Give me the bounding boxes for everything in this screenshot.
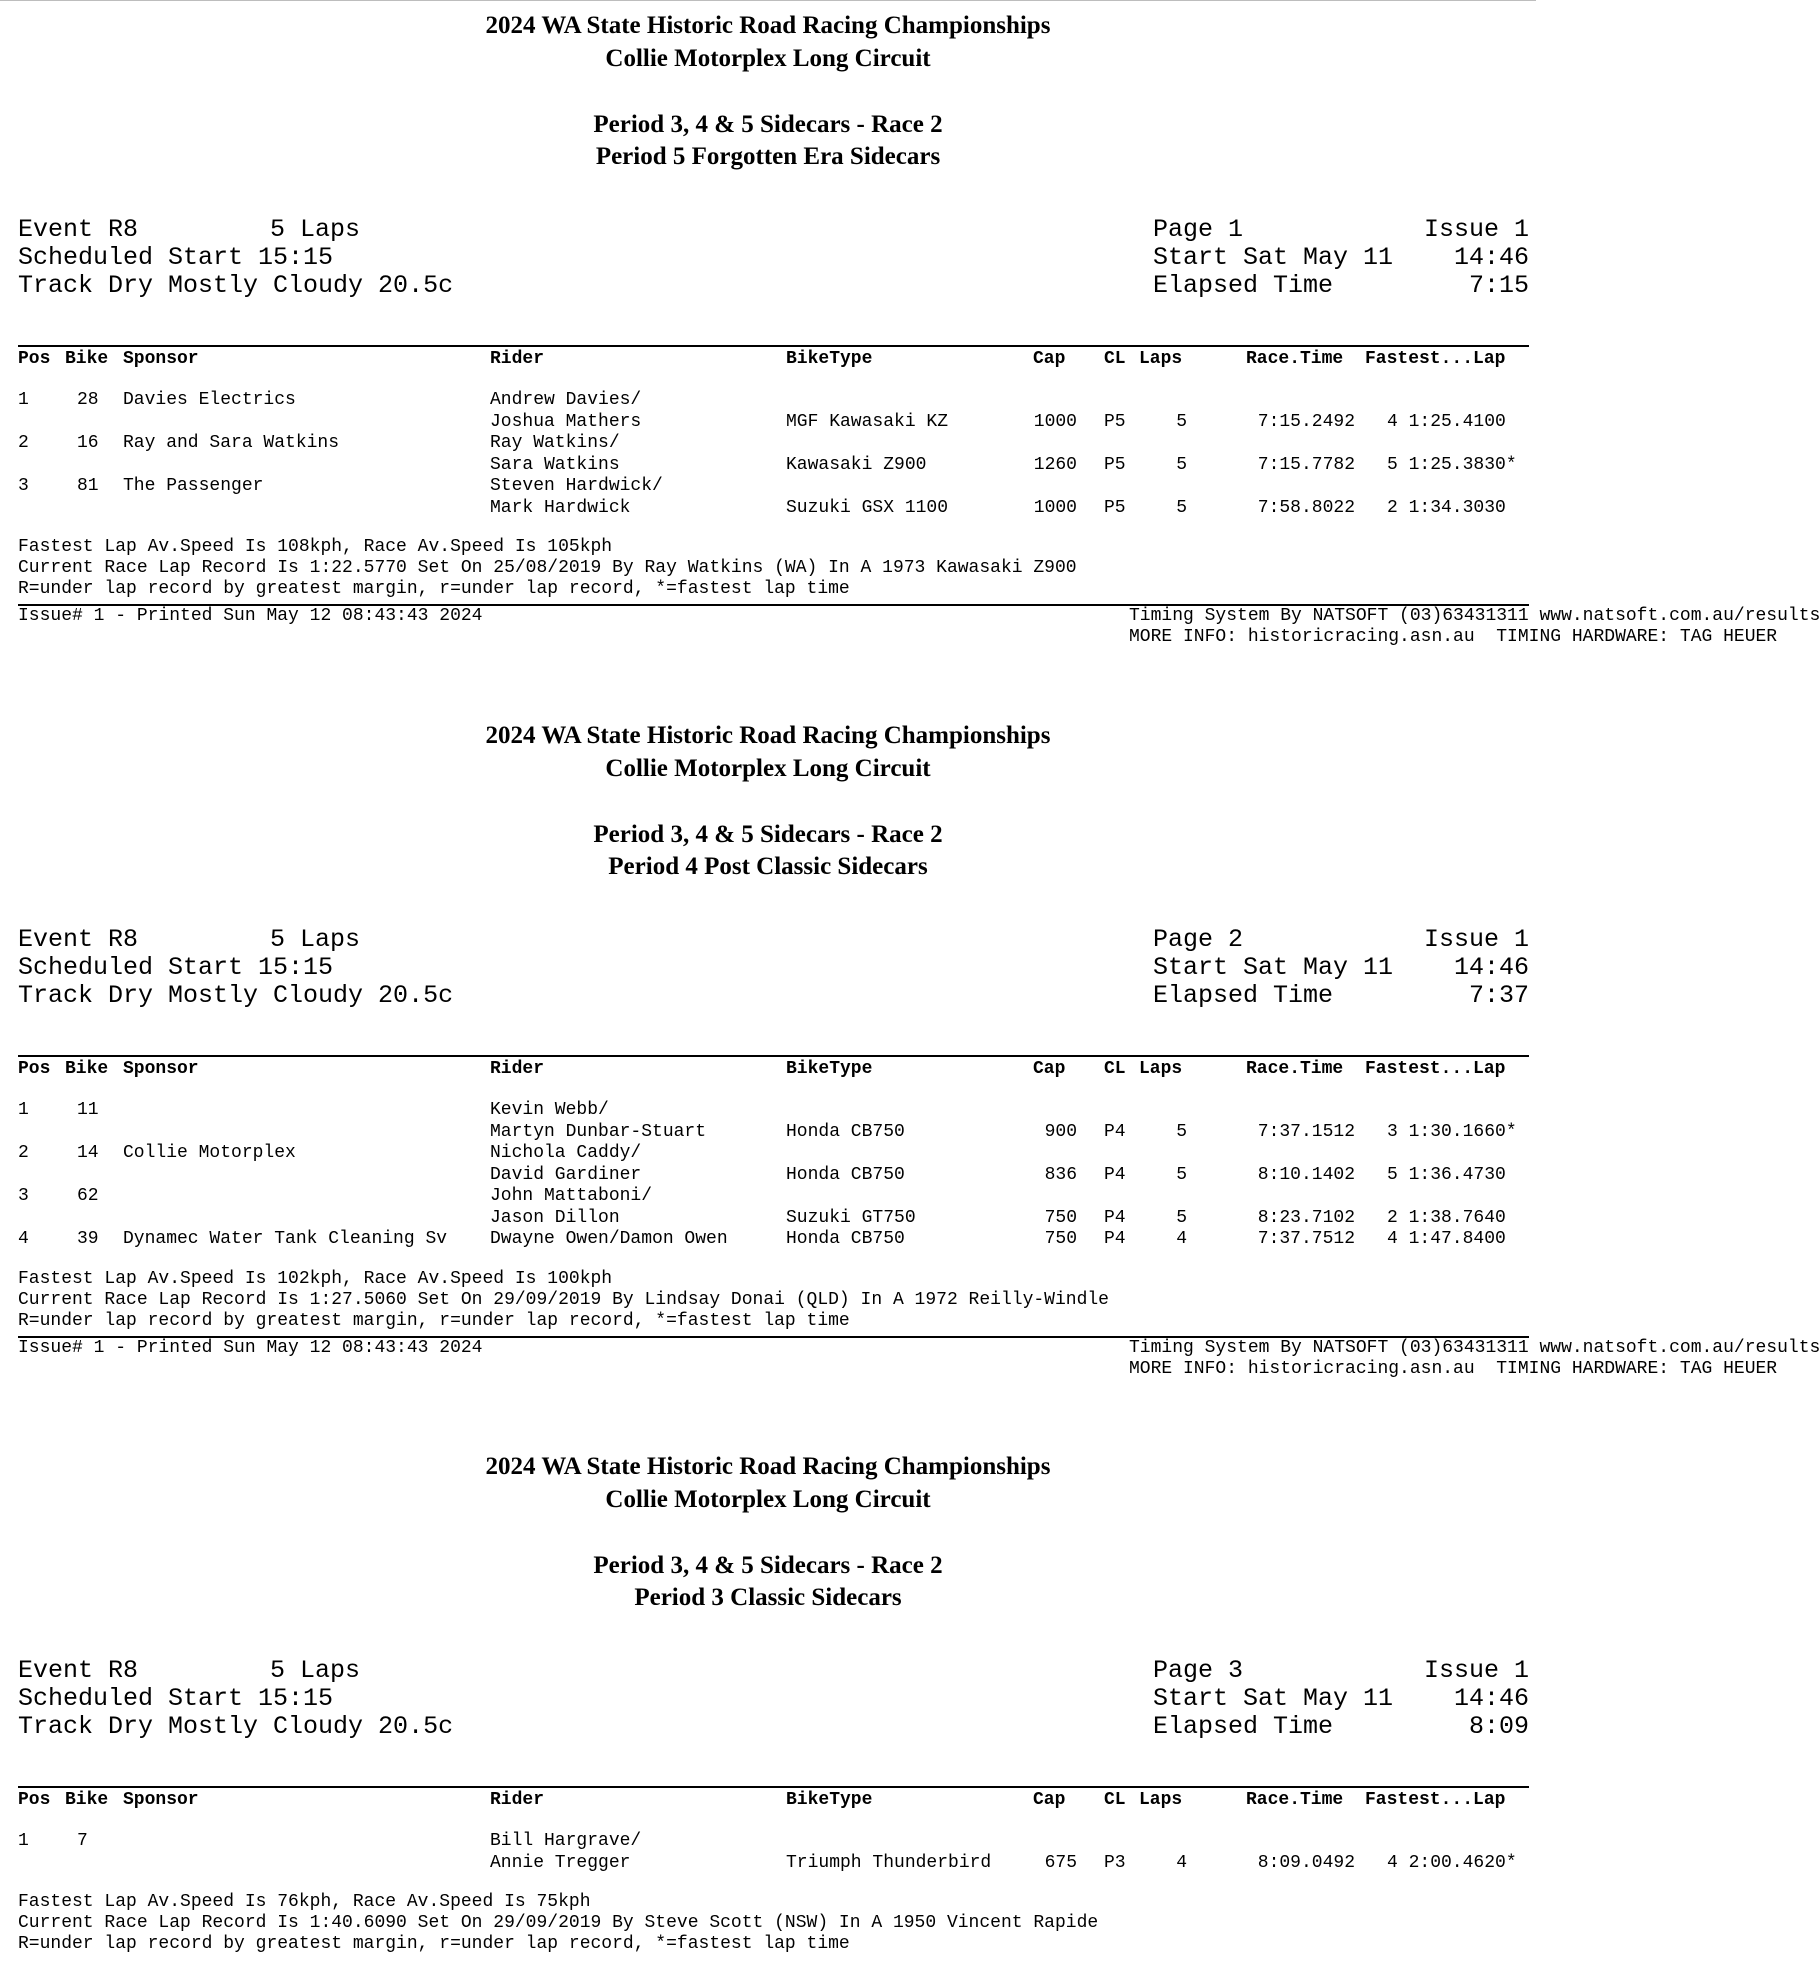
col-header-cap: Cap	[1033, 349, 1066, 369]
page-number: Page 1	[1153, 215, 1244, 244]
event-label: Event R8	[18, 925, 139, 954]
result-bike-number: 39	[77, 1229, 99, 1249]
col-header-pos: Pos	[18, 349, 51, 369]
result-sponsor: Ray and Sara Watkins	[123, 433, 340, 453]
result-laps: 5	[1176, 1164, 1187, 1185]
col-header-racetime: Race.Time	[1246, 1059, 1344, 1079]
note-legend: R=under lap record by greatest margin, r=under lap record, *=fastest lap time	[18, 1934, 850, 1954]
race-title: Period 3, 4 & 5 Sidecars - Race 2	[593, 1552, 943, 1579]
note-speed: Fastest Lap Av.Speed Is 102kph, Race Av.Speed Is 100kph	[18, 1268, 613, 1289]
col-header-biketype: BikeType	[786, 349, 873, 369]
result-racetime: 7:58.8022	[1257, 497, 1355, 518]
page-number: Page 3	[1153, 1656, 1244, 1685]
track-conditions: Track Dry Mostly Cloudy 20.5c	[18, 1712, 454, 1741]
result-cap: 750	[1044, 1229, 1077, 1249]
result-cap: 1000	[1033, 411, 1077, 432]
result-pos: 1	[18, 1831, 29, 1851]
result-racetime: 8:10.1402	[1257, 1164, 1355, 1185]
col-header-pos: Pos	[18, 1790, 51, 1810]
result-biketype: Honda CB750	[786, 1229, 905, 1249]
footer-timing: Timing System By NATSOFT (03)63431311 www.natsoft.com.au/results	[1129, 606, 1820, 626]
result-cap: 900	[1044, 1121, 1077, 1142]
event-label: Event R8	[18, 1656, 139, 1685]
col-header-racetime: Race.Time	[1246, 1790, 1344, 1810]
result-racetime: 7:37.7512	[1257, 1229, 1355, 1249]
result-class: P4	[1104, 1164, 1126, 1185]
result-pos: 4	[18, 1229, 29, 1249]
issue-number: Issue 1	[1423, 1656, 1529, 1685]
col-header-rider: Rider	[490, 349, 545, 369]
result-bike-number: 11	[77, 1100, 99, 1120]
result-pos: 1	[18, 1100, 29, 1120]
result-rider-1: Kevin Webb/	[490, 1100, 609, 1120]
col-header-sponsor: Sponsor	[123, 349, 199, 369]
issue-number: Issue 1	[1423, 215, 1529, 244]
laps-label: 5 Laps	[270, 925, 361, 954]
note-lap-record: Current Race Lap Record Is 1:40.6090 Set On 29/09/2019 By Steve Scott (NSW) In A 1950 Vincent Rapide	[18, 1913, 1099, 1933]
result-fastest-lap: 2 1:38.7640	[1387, 1207, 1506, 1228]
result-biketype: Suzuki GSX 1100	[786, 497, 949, 518]
note-lap-record: Current Race Lap Record Is 1:22.5770 Set On 25/08/2019 By Ray Watkins (WA) In A 1973 Kawasaki Z900	[18, 558, 1077, 578]
result-cap: 836	[1044, 1164, 1077, 1185]
result-fastest-lap: 3 1:30.1660*	[1387, 1121, 1517, 1142]
result-rider-2: Martyn Dunbar-Stuart	[490, 1121, 707, 1142]
result-laps: 5	[1176, 411, 1187, 432]
result-bike-number: 81	[77, 476, 99, 496]
start-time: 14:46	[1453, 1684, 1529, 1713]
elapsed-label: Elapsed Time	[1153, 1712, 1334, 1741]
result-rider-2: Jason Dillon	[490, 1207, 620, 1228]
result-rider-1: John Mattaboni/	[490, 1186, 653, 1206]
result-laps: 4	[1176, 1229, 1187, 1249]
col-header-laps: Laps	[1139, 1059, 1183, 1079]
result-rider-1: Andrew Davies/	[490, 390, 642, 410]
result-pos: 3	[18, 476, 29, 496]
scheduled-start: Scheduled Start 15:15	[18, 953, 334, 982]
result-pos: 2	[18, 433, 29, 453]
result-cap: 675	[1044, 1852, 1077, 1873]
col-header-cap: Cap	[1033, 1790, 1066, 1810]
class-title: Period 4 Post Classic Sidecars	[608, 853, 928, 880]
elapsed-time: 7:15	[1468, 271, 1529, 300]
result-sponsor: The Passenger	[123, 476, 264, 496]
laps-label: 5 Laps	[270, 215, 361, 244]
result-racetime: 7:37.1512	[1257, 1121, 1355, 1142]
scheduled-start: Scheduled Start 15:15	[18, 1684, 334, 1713]
result-fastest-lap: 4 1:25.4100	[1387, 411, 1506, 432]
result-bike-number: 14	[77, 1143, 99, 1163]
circuit-title: Collie Motorplex Long Circuit	[605, 45, 931, 72]
col-header-sponsor: Sponsor	[123, 1059, 199, 1079]
header-rule	[18, 1786, 1529, 1788]
note-lap-record: Current Race Lap Record Is 1:27.5060 Set On 29/09/2019 By Lindsay Donai (QLD) In A 1972 Reilly-Windle	[18, 1289, 1109, 1310]
col-header-racetime: Race.Time	[1246, 349, 1344, 369]
elapsed-label: Elapsed Time	[1153, 271, 1334, 300]
col-header-cl: CL	[1104, 349, 1126, 369]
start-label: Start Sat May 11	[1153, 953, 1394, 982]
col-header-bike: Bike	[65, 349, 109, 369]
result-fastest-lap: 4 2:00.4620*	[1387, 1852, 1517, 1873]
issue-number: Issue 1	[1423, 925, 1529, 954]
championship-title: 2024 WA State Historic Road Racing Championships	[485, 1453, 1051, 1480]
result-biketype: Suzuki GT750	[786, 1207, 916, 1228]
result-rider-1: Bill Hargrave/	[490, 1831, 642, 1851]
footer-timing: Timing System By NATSOFT (03)63431311 www.natsoft.com.au/results	[1129, 1337, 1820, 1358]
result-class: P5	[1104, 411, 1126, 432]
note-speed: Fastest Lap Av.Speed Is 108kph, Race Av.Speed Is 105kph	[18, 537, 613, 557]
col-header-cap: Cap	[1033, 1059, 1066, 1079]
note-legend: R=under lap record by greatest margin, r=under lap record, *=fastest lap time	[18, 579, 850, 599]
result-laps: 5	[1176, 454, 1187, 475]
col-header-laps: Laps	[1139, 349, 1183, 369]
header-rule	[18, 345, 1529, 347]
result-racetime: 8:09.0492	[1257, 1852, 1355, 1873]
result-class: P4	[1104, 1121, 1126, 1142]
result-biketype: Honda CB750	[786, 1164, 905, 1185]
col-header-fastest: Fastest...Lap	[1365, 1790, 1506, 1810]
result-laps: 5	[1176, 1121, 1187, 1142]
result-cap: 1260	[1033, 454, 1077, 475]
elapsed-label: Elapsed Time	[1153, 981, 1334, 1010]
result-fastest-lap: 2 1:34.3030	[1387, 497, 1506, 518]
event-label: Event R8	[18, 215, 139, 244]
col-header-fastest: Fastest...Lap	[1365, 349, 1506, 369]
header-rule	[18, 1055, 1529, 1057]
result-fastest-lap: 4 1:47.8400	[1387, 1229, 1506, 1249]
result-bike-number: 62	[77, 1186, 99, 1206]
result-bike-number: 7	[77, 1831, 88, 1851]
result-laps: 5	[1176, 1207, 1187, 1228]
result-cap: 1000	[1033, 497, 1077, 518]
class-title: Period 5 Forgotten Era Sidecars	[595, 143, 941, 170]
col-header-laps: Laps	[1139, 1790, 1183, 1810]
race-title: Period 3, 4 & 5 Sidecars - Race 2	[593, 111, 943, 138]
col-header-fastest: Fastest...Lap	[1365, 1059, 1506, 1079]
result-class: P5	[1104, 454, 1126, 475]
circuit-title: Collie Motorplex Long Circuit	[605, 755, 931, 782]
result-biketype: MGF Kawasaki KZ	[786, 411, 949, 432]
scheduled-start: Scheduled Start 15:15	[18, 243, 334, 272]
result-rider-1: Dwayne Owen/Damon Owen	[490, 1229, 728, 1249]
start-label: Start Sat May 11	[1153, 243, 1394, 272]
result-sponsor: Davies Electrics	[123, 390, 296, 410]
class-title: Period 3 Classic Sidecars	[634, 1584, 902, 1611]
result-laps: 4	[1176, 1852, 1187, 1873]
col-header-cl: CL	[1104, 1059, 1126, 1079]
footer-more-info: MORE INFO: historicracing.asn.au TIMING HARDWARE: TAG HEUER	[1129, 1358, 1778, 1379]
col-header-bike: Bike	[65, 1790, 109, 1810]
result-racetime: 8:23.7102	[1257, 1207, 1355, 1228]
result-rider-2: Annie Tregger	[490, 1852, 631, 1873]
footer-printed: Issue# 1 - Printed Sun May 12 08:43:43 2024	[18, 1337, 483, 1358]
start-label: Start Sat May 11	[1153, 1684, 1394, 1713]
championship-title: 2024 WA State Historic Road Racing Championships	[485, 722, 1051, 749]
result-racetime: 7:15.2492	[1257, 411, 1355, 432]
page-number: Page 2	[1153, 925, 1244, 954]
col-header-pos: Pos	[18, 1059, 51, 1079]
result-bike-number: 28	[77, 390, 99, 410]
result-rider-1: Ray Watkins/	[490, 433, 620, 453]
result-rider-2: David Gardiner	[490, 1164, 642, 1185]
start-time: 14:46	[1453, 243, 1529, 272]
result-biketype: Honda CB750	[786, 1121, 905, 1142]
track-conditions: Track Dry Mostly Cloudy 20.5c	[18, 271, 454, 300]
footer-more-info: MORE INFO: historicracing.asn.au TIMING HARDWARE: TAG HEUER	[1129, 627, 1778, 647]
result-pos: 1	[18, 390, 29, 410]
note-legend: R=under lap record by greatest margin, r=under lap record, *=fastest lap time	[18, 1310, 850, 1331]
result-class: P4	[1104, 1229, 1126, 1249]
result-rider-2: Joshua Mathers	[490, 411, 642, 432]
result-rider-2: Mark Hardwick	[490, 497, 631, 518]
result-biketype: Triumph Thunderbird	[786, 1852, 992, 1873]
note-speed: Fastest Lap Av.Speed Is 76kph, Race Av.Speed Is 75kph	[18, 1892, 591, 1912]
col-header-biketype: BikeType	[786, 1059, 873, 1079]
race-title: Period 3, 4 & 5 Sidecars - Race 2	[593, 821, 943, 848]
result-cap: 750	[1044, 1207, 1077, 1228]
result-fastest-lap: 5 1:25.3830*	[1387, 454, 1517, 475]
result-class: P3	[1104, 1852, 1126, 1873]
result-biketype: Kawasaki Z900	[786, 454, 927, 475]
result-pos: 2	[18, 1143, 29, 1163]
championship-title: 2024 WA State Historic Road Racing Championships	[485, 12, 1051, 39]
elapsed-time: 8:09	[1468, 1712, 1529, 1741]
result-sponsor: Collie Motorplex	[123, 1143, 296, 1163]
result-rider-2: Sara Watkins	[490, 454, 620, 475]
result-pos: 3	[18, 1186, 29, 1206]
col-header-rider: Rider	[490, 1790, 545, 1810]
elapsed-time: 7:37	[1468, 981, 1529, 1010]
circuit-title: Collie Motorplex Long Circuit	[605, 1486, 931, 1513]
laps-label: 5 Laps	[270, 1656, 361, 1685]
track-conditions: Track Dry Mostly Cloudy 20.5c	[18, 981, 454, 1010]
col-header-bike: Bike	[65, 1059, 109, 1079]
col-header-rider: Rider	[490, 1059, 545, 1079]
result-sponsor: Dynamec Water Tank Cleaning Sv	[123, 1229, 448, 1249]
result-bike-number: 16	[77, 433, 99, 453]
result-racetime: 7:15.7782	[1257, 454, 1355, 475]
col-header-cl: CL	[1104, 1790, 1126, 1810]
col-header-sponsor: Sponsor	[123, 1790, 199, 1810]
result-rider-1: Steven Hardwick/	[490, 476, 663, 496]
top-hairline	[0, 0, 1536, 1]
start-time: 14:46	[1453, 953, 1529, 982]
result-rider-1: Nichola Caddy/	[490, 1143, 642, 1163]
footer-printed: Issue# 1 - Printed Sun May 12 08:43:43 2024	[18, 606, 483, 626]
result-fastest-lap: 5 1:36.4730	[1387, 1164, 1506, 1185]
result-class: P5	[1104, 497, 1126, 518]
col-header-biketype: BikeType	[786, 1790, 873, 1810]
result-class: P4	[1104, 1207, 1126, 1228]
result-laps: 5	[1176, 497, 1187, 518]
